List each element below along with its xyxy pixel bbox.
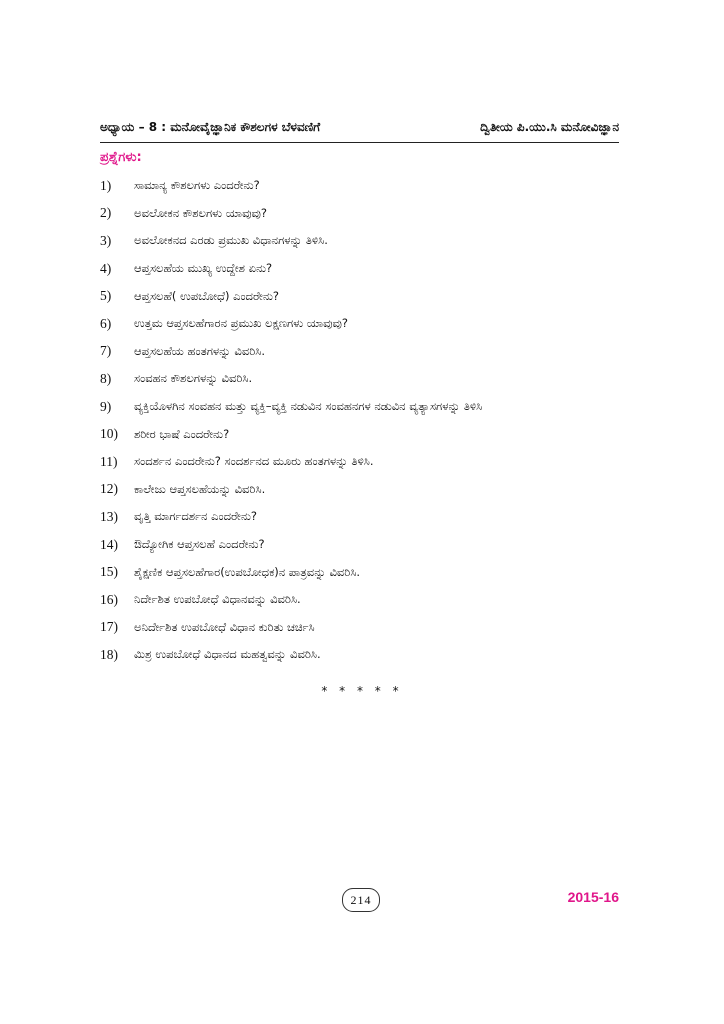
question-number: 14) [100,536,118,552]
question-item [100,282,684,310]
question-item [100,614,684,642]
question-item [100,255,684,283]
book-title: ದ್ವಿತೀಯ ಪಿ.ಯು.ಸಿ ಮನೋವಿಜ್ಞಾನ [480,120,619,134]
question-item [100,531,684,559]
question-number: 16) [100,591,118,607]
question-list [100,172,684,669]
question-item [100,420,684,448]
question-text: ಅವಲೋಕನ ಕೌಶಲಗಳು ಯಾವುವು? [134,205,267,220]
question-number: 7) [100,343,112,359]
running-header [100,118,619,143]
question-number: 2) [100,205,112,221]
question-item [100,227,684,255]
question-item [100,365,684,393]
question-text: ಆಪ್ತಸಲಹೆ( ಉಪಬೋಧೆ) ಎಂದರೇನು? [134,288,279,303]
question-text: ಮಿಶ್ರ ಉಪಬೋಧೆ ವಿಧಾನದ ಮಹತ್ವವನ್ನು ವಿವರಿಸಿ. [134,647,321,662]
question-number: 4) [100,260,112,276]
question-number: 9) [100,398,112,414]
question-item [100,448,684,476]
question-text: ಸಂದರ್ಶನ ಎಂದರೇನು? ಸಂದರ್ಶನದ ಮೂರು ಹಂತಗಳನ್ನು ತಿಳಿಸಿ. [134,454,374,469]
question-text: ನಿರ್ದೇಶಿತ ಉಪಬೋಧೆ ವಿಧಾನವನ್ನು ವಿವರಿಸಿ. [134,592,301,607]
question-number: 15) [100,564,118,580]
question-item [100,200,684,228]
question-text: ಸಂವಹನ ಕೌಶಲಗಳನ್ನು ವಿವರಿಸಿ. [134,371,253,386]
question-text: ಶರೀರ ಭಾಷೆ ಎಂದರೇನು? [134,426,230,441]
question-text: ಆಪ್ತಸಲಹೆಯ ಹಂತಗಳನ್ನು ವಿವರಿಸಿ. [134,343,266,358]
question-number: 8) [100,370,112,386]
question-text: ಆಪ್ತಸಲಹೆಯ ಮುಖ್ಯ ಉದ್ದೇಶ ಏನು? [134,261,273,276]
questions-heading: ಪ್ರಶ್ನೆಗಳು: [100,150,142,165]
page-number: 214 [342,888,380,912]
question-text: ಅವಲೋಕನದ ಎರಡು ಪ್ರಮುಖ ವಿಧಾನಗಳನ್ನು ತಿಳಿಸಿ. [134,233,328,248]
question-text: ಅನಿರ್ದೇಶಿತ ಉಪಬೋಧೆ ವಿಧಾನ ಕುರಿತು ಚರ್ಚಿಸಿ [134,619,315,634]
question-number: 12) [100,481,118,497]
question-number: 11) [100,453,118,469]
question-number: 5) [100,288,112,304]
chapter-title: ಅಧ್ಯಾಯ – 8 : ಮನೋವೈಜ್ಞಾನಿಕ ಕೌಶಲಗಳ ಬೆಳವಣಿಗೆ [100,120,321,134]
question-item [100,503,684,531]
question-text: ವ್ಯಕ್ತಿಯೊಳಗಿನ ಸಂವಹನ ಮತ್ತು ವ್ಯಕ್ತಿ–ವ್ಯಕ್ತಿ ನಡುವಿನ ಸಂವಹನಗಳ ನಡುವಿನ ವ್ಯತ್ಯಾಸಗಳನ್ನು ತಿಳಿಸಿ [134,399,483,414]
question-item [100,476,684,504]
question-item [100,393,684,421]
question-number: 1) [100,177,112,193]
question-number: 3) [100,232,112,248]
question-number: 10) [100,426,118,442]
question-text: ಶೈಕ್ಷಣಿಕ ಆಪ್ತಸಲಹೆಗಾರ(ಉಪಬೋಧಕ)ನ ಪಾತ್ರವನ್ನು ವಿವರಿಸಿ. [134,564,361,579]
question-text: ಔದ್ಯೋಗಿಕ ಆಪ್ತಸಲಹೆ ಎಂದರೇನು? [134,537,265,552]
question-item [100,338,684,366]
question-text: ಸಾಮಾನ್ಯ ಕೌಶಲಗಳು ಎಂದರೇನು? [134,178,260,193]
question-item [100,310,684,338]
question-item [100,586,684,614]
question-number: 13) [100,508,118,524]
question-text: ಉತ್ತಮ ಆಪ್ತಸಲಹೆಗಾರನ ಪ್ರಮುಖ ಲಕ್ಷಣಗಳು ಯಾವುವು? [134,316,348,331]
question-text: ಕಾಲೇಜು ಆಪ್ತಸಲಹೆಯನ್ನು ವಿವರಿಸಿ. [134,481,266,496]
question-text: ವೃತ್ತಿ ಮಾರ್ಗದರ್ಶನ ಎಂದರೇನು? [134,509,258,524]
question-number: 17) [100,619,118,635]
academic-year: 2015-16 [567,889,619,905]
end-marker: * * * * * [321,684,403,698]
question-number: 6) [100,315,112,331]
question-number: 18) [100,646,118,662]
question-item [100,641,684,669]
question-item [100,558,684,586]
question-item [100,172,684,200]
